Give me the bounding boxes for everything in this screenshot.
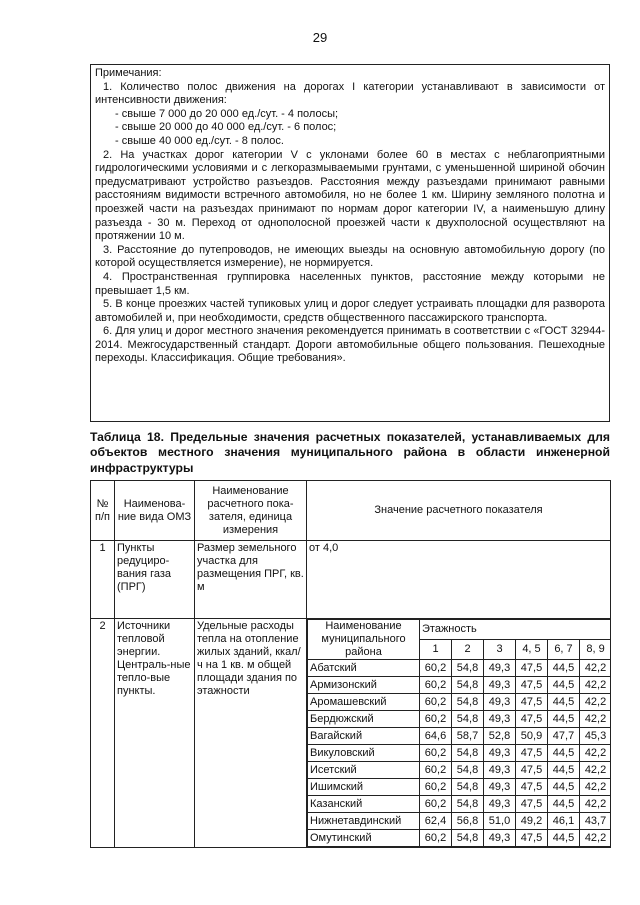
heat-value: 60,2 — [420, 660, 452, 677]
district-name: Нижнетавдинский — [308, 813, 420, 830]
district-row — [308, 779, 611, 796]
row2-num: 2 — [91, 619, 115, 848]
district-name: Казанский — [308, 796, 420, 813]
heat-value: 45,3 — [580, 728, 611, 745]
note-1-sub-1: - свыше 7 000 до 20 000 ед./сут. - 4 полосы; — [115, 107, 339, 120]
row1-indicator: Размер земельного участка для размещения ПРГ, кв. м — [195, 541, 307, 619]
heat-value: 49,3 — [484, 694, 516, 711]
district-row — [308, 813, 611, 830]
district-name: Исетский — [308, 762, 420, 779]
district-row — [308, 660, 611, 677]
heat-value: 49,3 — [484, 830, 516, 847]
heat-value: 44,5 — [548, 711, 580, 728]
heat-value: 47,5 — [516, 779, 548, 796]
table-title: Таблица 18. Предельные значения расчетных показателей, устанавливаемых для объектов местного значения муниципального района в области инженерной инфраструктуры — [90, 430, 610, 475]
floor-header: 6, 7 — [548, 640, 580, 660]
heat-value: 50,9 — [516, 728, 548, 745]
heat-value: 42,2 — [580, 694, 611, 711]
floors-header: Этажность — [420, 620, 611, 640]
heat-value: 60,2 — [420, 711, 452, 728]
district-row — [308, 694, 611, 711]
note-1-sub-2: - свыше 20 000 до 40 000 ед./сут. - 6 полос; — [115, 121, 337, 134]
table-row — [91, 541, 611, 619]
heat-value: 44,5 — [548, 830, 580, 847]
heat-value: 64,6 — [420, 728, 452, 745]
heat-consumption-table — [307, 619, 611, 847]
table-row — [91, 619, 611, 848]
row2-indicator: Удельные расходы тепла на отопление жилых зданий, ккал/ч на 1 кв. м общей площади здания по этажности — [195, 619, 307, 848]
heat-value: 60,2 — [420, 677, 452, 694]
floor-header: 1 — [420, 640, 452, 660]
district-row — [308, 796, 611, 813]
heat-value: 54,8 — [452, 796, 484, 813]
heat-value: 49,3 — [484, 660, 516, 677]
note-3: 3. Расстояние до путепроводов, не имеющих выезды на основную автомобильную дорогу (по которой осуществляется измерение), не нормируется. — [95, 243, 605, 270]
heat-value: 49,3 — [484, 796, 516, 813]
heat-value: 47,5 — [516, 830, 548, 847]
row1-type: Пункты редуциро-вания газа (ПРГ) — [115, 541, 195, 619]
note-1-sub-3: - свыше 40 000 ед./сут. - 8 полос. — [115, 134, 284, 147]
heat-value: 42,2 — [580, 796, 611, 813]
notes-box — [90, 64, 610, 422]
floor-header: 8, 9 — [580, 640, 611, 660]
district-row — [308, 762, 611, 779]
heat-value: 44,5 — [548, 677, 580, 694]
note-4: 4. Пространственная группировка населенных пунктов, расстояние между которыми не превышает 1,5 км. — [95, 270, 605, 297]
heat-value: 47,5 — [516, 694, 548, 711]
indicator-table — [90, 480, 611, 848]
heat-value: 42,2 — [580, 830, 611, 847]
header-num: № п/п — [91, 481, 115, 541]
heat-value: 60,2 — [420, 694, 452, 711]
floor-header: 2 — [452, 640, 484, 660]
heat-value: 43,7 — [580, 813, 611, 830]
note-5: 5. В конце проезжих частей тупиковых улиц и дорог следует устраивать площадки для разворота автомобилей и, при необходимости, средств общественного пассажирского транспорта. — [95, 298, 605, 324]
heat-value: 44,5 — [548, 660, 580, 677]
heat-value: 49,3 — [484, 711, 516, 728]
heat-value: 44,5 — [548, 745, 580, 762]
district-name: Аромашевский — [308, 694, 420, 711]
heat-value: 54,8 — [452, 711, 484, 728]
district-row — [308, 830, 611, 847]
heat-value: 60,2 — [420, 796, 452, 813]
heat-value: 51,0 — [484, 813, 516, 830]
district-name: Абатский — [308, 660, 420, 677]
table-header-row — [91, 481, 611, 541]
heat-value: 42,2 — [580, 745, 611, 762]
heat-value: 42,2 — [580, 677, 611, 694]
heat-value: 47,7 — [548, 728, 580, 745]
floor-header: 3 — [484, 640, 516, 660]
row2-value — [307, 619, 611, 848]
note-6: 6. Для улиц и дорог местного значения рекомендуется принимать в соответствии с «ГОСТ 32944-2014. Межгосударственный стандарт. Дороги автомобильные общего пользования. Пешеходные переходы. Классификация. Общие требования». — [95, 325, 605, 365]
row1-value: от 4,0 — [307, 541, 611, 619]
heat-value: 44,5 — [548, 779, 580, 796]
row2-type: Источники тепловой энергии. Централь-ные тепло-вые пункты. — [115, 619, 195, 848]
heat-value: 58,7 — [452, 728, 484, 745]
heat-value: 47,5 — [516, 711, 548, 728]
district-row — [308, 711, 611, 728]
heat-header-row-1 — [308, 620, 611, 640]
district-row — [308, 728, 611, 745]
heat-value: 54,8 — [452, 830, 484, 847]
heat-value: 60,2 — [420, 762, 452, 779]
heat-value: 60,2 — [420, 779, 452, 796]
heat-value: 47,5 — [516, 762, 548, 779]
header-type: Наименова-ние вида ОМЗ — [115, 481, 195, 541]
heat-value: 49,3 — [484, 677, 516, 694]
heat-value: 60,2 — [420, 830, 452, 847]
heat-value: 49,3 — [484, 762, 516, 779]
district-name: Викуловский — [308, 745, 420, 762]
heat-value: 54,8 — [452, 779, 484, 796]
floor-header: 4, 5 — [516, 640, 548, 660]
heat-value: 44,5 — [548, 694, 580, 711]
heat-value: 62,4 — [420, 813, 452, 830]
page-number: 29 — [312, 30, 328, 45]
heat-value: 44,5 — [548, 796, 580, 813]
district-name: Ишимский — [308, 779, 420, 796]
heat-value: 56,8 — [452, 813, 484, 830]
heat-value: 60,2 — [420, 745, 452, 762]
district-row — [308, 745, 611, 762]
district-name: Омутинский — [308, 830, 420, 847]
heat-value: 42,2 — [580, 711, 611, 728]
note-2: 2. На участках дорог категории V с уклонами более 60 в местах с неблагоприятными гидрологическими условиями и с легкоразмываемыми грунтами, с уменьшенной шириной обочин предусматривают устройство разъездов. Расстояния между разъездами принимают равными расстояниям видимости встречного автомобиля, но не более 1 км. Ширину земляного полотна и проезжей части на разъездах принимают по нормам дорог категории IV, а наименьшую длину разъезда - 30 м. Переход от однополосной проезжей части к двухполосной осуществляют на протяжении 10 м. — [95, 148, 605, 243]
row1-num: 1 — [91, 541, 115, 619]
heat-value: 47,5 — [516, 796, 548, 813]
notes-title: Примечания: — [95, 67, 162, 79]
heat-value: 54,8 — [452, 677, 484, 694]
district-name: Армизонский — [308, 677, 420, 694]
heat-value: 54,8 — [452, 745, 484, 762]
heat-value: 52,8 — [484, 728, 516, 745]
heat-value: 47,5 — [516, 677, 548, 694]
district-name: Бердюжский — [308, 711, 420, 728]
heat-value: 49,3 — [484, 779, 516, 796]
heat-value: 54,8 — [452, 660, 484, 677]
heat-value: 46,1 — [548, 813, 580, 830]
district-header: Наименование муниципального района — [308, 620, 420, 660]
heat-value: 42,2 — [580, 779, 611, 796]
heat-value: 42,2 — [580, 762, 611, 779]
district-name: Вагайский — [308, 728, 420, 745]
heat-value: 47,5 — [516, 660, 548, 677]
heat-value: 44,5 — [548, 762, 580, 779]
note-1: 1. Количество полос движения на дорогах I категории устанавливают в зависимости от интенсивности движения: — [95, 80, 605, 107]
heat-value: 42,2 — [580, 660, 611, 677]
heat-value: 49,3 — [484, 745, 516, 762]
district-row — [308, 677, 611, 694]
heat-value: 54,8 — [452, 694, 484, 711]
header-value: Значение расчетного показателя — [307, 481, 611, 541]
heat-value: 54,8 — [452, 762, 484, 779]
heat-value: 49,2 — [516, 813, 548, 830]
header-indicator: Наименование расчетного пока-зателя, единица измерения — [195, 481, 307, 541]
heat-value: 47,5 — [516, 745, 548, 762]
